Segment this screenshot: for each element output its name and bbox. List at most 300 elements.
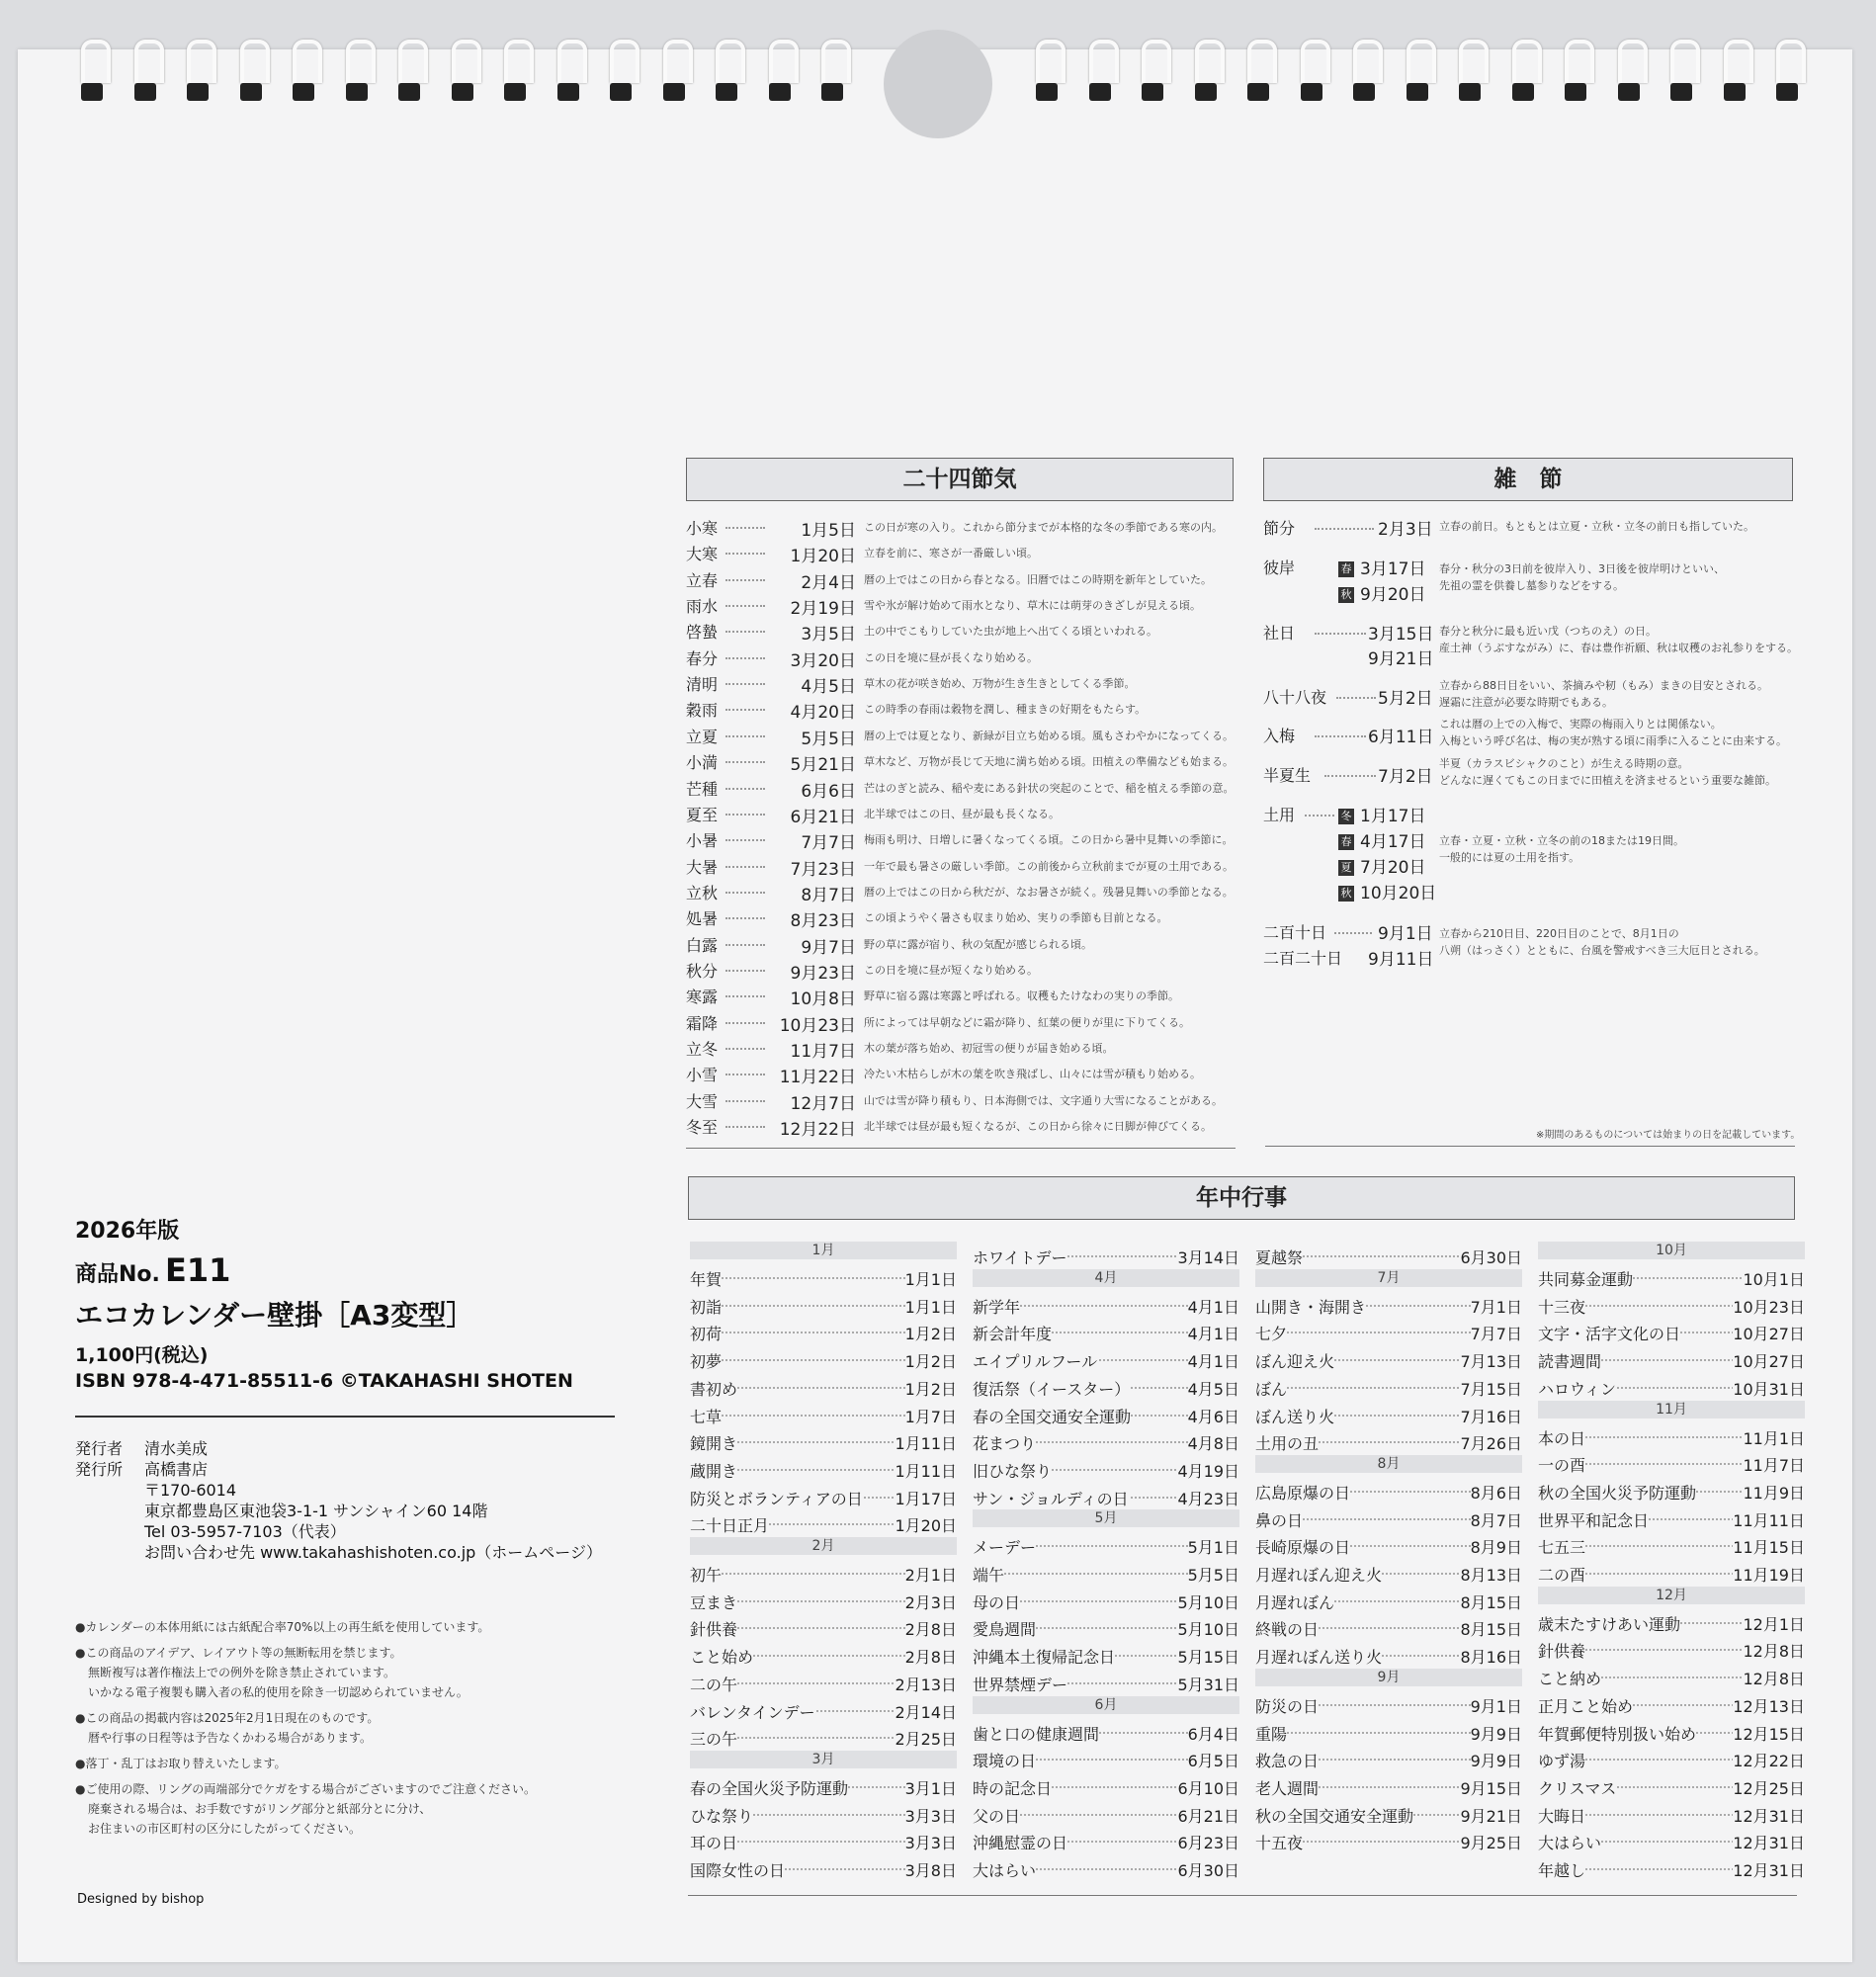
event-row [690,1402,957,1427]
event-row [690,1456,957,1482]
misc-date: 5月2日 [1378,689,1433,709]
event-name: 端午 [973,1566,1005,1585]
sekki-name: 穀雨 [686,701,719,721]
event-name: こと始め [690,1648,754,1668]
event-row [973,1746,1239,1771]
sekki-date: 5月5日 [801,729,856,749]
event-row [1538,1773,1805,1799]
month-header: 2月 [690,1537,957,1555]
note [75,1643,629,1702]
event-row [1538,1423,1805,1449]
sekki-row [686,853,1239,879]
binding-ring [1405,40,1430,105]
month-header: 9月 [1255,1669,1522,1686]
sekki-name: 霜降 [686,1013,719,1033]
month-header: 10月 [1538,1242,1805,1259]
event-date: 6月30日 [1460,1248,1522,1267]
sekki-name: 小雪 [686,1066,719,1085]
event-name: 月遅れぼん [1255,1592,1335,1612]
note [75,1779,629,1839]
sekki-row [686,826,1239,852]
product-number: 商品No. E11 [75,1251,231,1289]
event-date: 8月15日 [1460,1620,1522,1640]
event-name: 終戦の日 [1255,1620,1320,1640]
event-name: 防災とボランティアの日 [690,1489,863,1508]
event-row [690,1292,957,1318]
event-date: 12月25日 [1733,1778,1805,1798]
event-name: 秋の全国交通安全運動 [1255,1806,1414,1826]
season-tag: 春 [1338,561,1354,577]
event-name: ぼん送り火 [1255,1407,1335,1426]
season-tag: 冬 [1338,809,1354,824]
binding-ring [1193,40,1219,105]
event-name: ハロウィン [1538,1379,1617,1399]
event-date: 3月3日 [904,1834,957,1853]
sekki-row [686,514,1239,540]
event-name: 月遅れぼん送り火 [1255,1648,1383,1668]
event-name: 沖縄慰霊の日 [973,1834,1068,1853]
month-header: 8月 [1255,1455,1522,1473]
event-date: 8月9日 [1470,1538,1522,1558]
event-name: クリスマス [1538,1778,1617,1798]
binding-ring [185,40,211,105]
event-name: 十三夜 [1538,1297,1586,1317]
event-name: 復活祭（イースター） [973,1379,1131,1399]
sekki-desc: この頃ようやく暑さも収まり始め、実りの季節も目前となる。 [864,911,1168,925]
event-row [690,1319,957,1344]
event-date: 2月14日 [895,1702,957,1722]
sekki-name: 立冬 [686,1040,719,1059]
sekki-date: 11月7日 [790,1042,856,1062]
note-line: ●この商品の掲載内容は2025年2月1日現在のものです。 [75,1711,380,1725]
misc-name: 社日 [1263,624,1296,643]
event-date: 6月4日 [1187,1724,1239,1744]
binding-ring [1351,40,1377,105]
misc-name: 彼岸 [1263,559,1296,577]
event-date: 10月27日 [1733,1325,1805,1344]
sekki-date: 2月19日 [790,599,856,620]
sekki-row [686,1035,1239,1061]
event-name: 初詣 [690,1297,723,1317]
event-row [973,1428,1239,1454]
event-row [973,1588,1239,1613]
event-row [1538,1719,1805,1745]
event-date: 11月9日 [1743,1483,1805,1503]
edition: 2026年版 [75,1219,180,1244]
event-name: ホワイトデー [973,1248,1067,1267]
misc-desc: 入梅という呼び名は、梅の実が熟する頃に雨季に入ることに由来する。 [1439,734,1787,747]
month-header: 11月 [1538,1401,1805,1418]
event-date: 9月21日 [1460,1806,1522,1826]
event-name: 針供養 [690,1620,738,1640]
month-header: 5月 [973,1509,1239,1527]
sekki-desc: 野の草に露が宿り、秋の気配が感じられる頃。 [864,937,1092,951]
event-date: 9月9日 [1470,1752,1522,1771]
month-header: 4月 [973,1269,1239,1287]
event-name: ひな祭り [690,1806,754,1826]
misc-date: 冬 1月17日 [1338,802,1425,826]
event-name: 鏡開き [690,1434,738,1454]
sekki-row [686,983,1239,1008]
event-row [690,1614,957,1640]
event-name: 広島原爆の日 [1255,1483,1351,1503]
event-row [973,1346,1239,1372]
note-line: ●この商品のアイデア、レイアウト等の無断転用を禁じます。 [75,1646,402,1660]
event-date: 12月8日 [1743,1642,1805,1662]
event-row [690,1697,957,1723]
event-name: 耳の日 [690,1834,738,1853]
event-name: 歳末たすけあい運動 [1538,1614,1681,1634]
sekki-date: 4月5日 [801,677,856,698]
sekki-name: 夏至 [686,805,719,824]
sekki-name: 寒露 [686,988,719,1007]
sekki-row [686,1113,1239,1139]
note-line: ●ご使用の際、リングの両端部分でケガをする場合がございますのでご注意ください。 [75,1782,536,1796]
event-row [690,1724,957,1750]
sekki-date: 7月23日 [790,859,856,880]
binding-ring [450,40,475,105]
event-name: 十五夜 [1255,1834,1304,1853]
event-date: 12月22日 [1733,1752,1805,1771]
event-name: ぼん迎え火 [1255,1352,1335,1372]
sekki-name: 処暑 [686,909,719,929]
note-line: 無断複写は著作権法上での例外を除き禁止されています。 [88,1666,396,1679]
sekki-name: 清明 [686,675,719,695]
event-name: 父の日 [973,1806,1021,1826]
binding-ring [1774,40,1800,105]
event-date: 2月1日 [904,1566,957,1585]
sekki-name: 大寒 [686,545,719,564]
note [75,1708,629,1748]
sekki-row [686,904,1239,930]
event-date: 6月30日 [1177,1861,1239,1880]
event-row [1255,1505,1522,1531]
event-row [1255,1243,1522,1268]
sekki-date: 6月21日 [790,807,856,827]
sekki-date: 4月20日 [790,703,856,724]
event-name: 国際女性の日 [690,1861,786,1880]
event-name: 共同募金運動 [1538,1270,1634,1289]
event-date: 3月1日 [904,1778,957,1798]
event-row [1538,1450,1805,1476]
event-row [690,1855,957,1881]
binding-ring [714,40,739,105]
misc-name: 節分 [1263,519,1296,538]
event-date: 8月6日 [1470,1483,1522,1503]
event-date: 1月2日 [904,1379,957,1399]
note-line: お住まいの市区町村の区分にしたがってください。 [88,1822,362,1836]
note [75,1617,629,1637]
zassetsu-footnote: ※期間のあるものについては始まりの日を記載しています。 [1536,1130,1801,1141]
event-row [690,1642,957,1668]
sekki-date: 9月23日 [790,963,856,984]
binding-ring [291,40,316,105]
sekki-desc: この日が寒の入り。これから節分までが本格的な冬の季節である寒の内。 [864,521,1223,534]
event-date: 12月31日 [1733,1834,1805,1853]
event-row [1255,1402,1522,1427]
event-name: 大はらい [973,1861,1037,1880]
event-date: 9月9日 [1470,1724,1522,1744]
event-date: 12月15日 [1733,1724,1805,1744]
binding-ring [1299,40,1324,105]
sekki-date: 1月20日 [790,547,856,567]
event-name: 春の全国火災予防運動 [690,1778,849,1798]
event-row [690,1484,957,1509]
season-tag: 夏 [1338,860,1354,876]
event-name: 初荷 [690,1325,723,1344]
note-line: 暦や行事の日程等は予告なくかわる場合があります。 [88,1731,373,1745]
sekki-row [686,1009,1239,1035]
event-row [1538,1636,1805,1662]
event-row [973,1614,1239,1640]
binding-ring [238,40,264,105]
event-name: 救急の日 [1255,1752,1320,1771]
sekki-desc: 冷たい木枯らしが木の葉を吹き飛ばし、山々には雪が積もり始める。 [864,1068,1201,1081]
event-row [690,1773,957,1799]
binding-ring [1563,40,1588,105]
misc-desc: 春分と秋分に最も近い戊（つちのえ）の日。 [1439,625,1657,638]
event-date: 4月6日 [1187,1407,1239,1426]
event-date: 2月8日 [904,1620,957,1640]
sekki-desc: 土の中でこもりしていた虫が地上へ出てくる頃といわれる。 [864,625,1157,639]
binding-ring [819,40,845,105]
event-row [690,1670,957,1695]
dotted-leader [1315,735,1366,737]
binding-ring [1087,40,1113,105]
event-date: 5月1日 [1187,1538,1239,1558]
sekki-row [686,957,1239,983]
sekki-name: 立夏 [686,727,719,746]
binding-ring [502,40,528,105]
misc-name: 二百二十日 [1263,949,1343,968]
dotted-leader [1336,697,1376,699]
event-date: 8月16日 [1460,1648,1522,1668]
event-row [973,1292,1239,1318]
sekki-date: 3月20日 [790,650,856,671]
event-name: ぼん [1255,1379,1288,1399]
event-date: 4月19日 [1177,1461,1239,1481]
sekki-row [686,670,1239,696]
event-name: 環境の日 [973,1752,1037,1771]
event-date: 11月7日 [1743,1456,1805,1476]
month-header: 3月 [690,1751,957,1768]
event-date: 4月1日 [1187,1325,1239,1344]
sekki-desc: 芒はのぎと読み、稲や麦にある針状の突起のことで、稲を植える季節の意。 [864,781,1235,795]
sekki-name: 立秋 [686,883,719,903]
event-date: 11月1日 [1743,1428,1805,1448]
binding-ring [79,40,105,105]
misc-date: 2月3日 [1378,520,1433,540]
event-row [1538,1478,1805,1504]
event-row [690,1510,957,1536]
event-name: エイプリルフール [973,1352,1098,1372]
sekki-row [686,696,1239,722]
event-date: 1月1日 [904,1297,957,1317]
misc-desc: 半夏（カラスビシャクのこと）が生える時期の意。 [1439,757,1689,770]
sekki-desc: 暦の上では夏となり、新緑が目立ち始める頃。風もさわやかになってくる。 [864,729,1234,742]
event-row [690,1374,957,1400]
event-name: 読書週間 [1538,1352,1602,1372]
event-date: 12月1日 [1743,1614,1805,1634]
event-row [1538,1532,1805,1558]
sekki-row [686,748,1239,774]
price: 1,100円(税込) [75,1344,209,1366]
event-date: 11月19日 [1733,1566,1805,1585]
sekki-desc: 所によっては早朝などに霜が降り、紅葉の便りが里に下りてくる。 [864,1015,1190,1029]
event-row [1255,1642,1522,1668]
event-name: 一の酉 [1538,1456,1586,1476]
sekki-row [686,879,1239,904]
misc-desc: 立春・立夏・立秋・立冬の前の18または19日間。 [1439,834,1684,847]
binding-ring [1140,40,1165,105]
event-date: 12月13日 [1733,1696,1805,1716]
event-name: 七草 [690,1407,723,1426]
event-date: 7月15日 [1460,1379,1522,1399]
binding-ring [132,40,158,105]
event-date: 4月5日 [1187,1379,1239,1399]
event-name: 春の全国交通安全運動 [973,1407,1132,1426]
event-row [1255,1828,1522,1853]
event-row [1538,1828,1805,1853]
event-row [690,1346,957,1372]
sekki-row [686,723,1239,748]
event-row [1255,1773,1522,1799]
binding-ring [1668,40,1694,105]
event-date: 1月7日 [904,1407,957,1426]
sekki-name: 立春 [686,570,719,590]
isbn: ISBN 978-4-471-85511-6 ©TAKAHASHI SHOTEN [75,1370,573,1392]
misc-desc: 一般的には夏の土用を指す。 [1439,851,1580,864]
event-name: 鼻の日 [1255,1510,1304,1530]
binding-ring [396,40,422,105]
binding-ring [344,40,370,105]
event-name: 土用の丑 [1255,1434,1320,1454]
misc-date: 7月2日 [1378,767,1433,787]
event-date: 7月13日 [1460,1352,1522,1372]
sekki-date: 11月22日 [779,1068,856,1088]
binding-ring [661,40,687,105]
sekki-date: 5月21日 [790,755,856,776]
event-row [973,1855,1239,1881]
event-row [690,1428,957,1454]
event-date: 10月27日 [1733,1352,1805,1372]
sekki-desc: 草木など、万物が長じて天地に満ち始める頃。田植えの準備なども始まる。 [864,755,1234,769]
event-row [1255,1691,1522,1717]
event-date: 7月7日 [1470,1325,1522,1344]
event-date: 4月23日 [1177,1489,1239,1508]
event-name: ゆず湯 [1538,1752,1586,1771]
sekki-date: 8月23日 [790,911,856,932]
event-row [973,1374,1239,1400]
event-row [1255,1428,1522,1454]
binding-ring [1457,40,1483,105]
event-row [973,1670,1239,1695]
event-name: 正月こと始め [1538,1696,1634,1716]
sekki-name: 小寒 [686,519,719,538]
sekki-desc: 北半球では昼が最も短くなるが、この日から徐々に日脚が伸びてくる。 [864,1120,1212,1134]
event-row [973,1642,1239,1668]
event-row [1538,1292,1805,1318]
event-row [973,1828,1239,1853]
binding-ring [1616,40,1642,105]
sekki-desc: 野草に宿る露は寒露と呼ばれる。収穫もたけなわの実りの季節。 [864,989,1179,1003]
event-row [1255,1346,1522,1372]
sekki-name: 芒種 [686,779,719,799]
event-name: 年賀郵便特別扱い始め [1538,1724,1697,1744]
sekki-name: 啓蟄 [686,623,719,643]
event-date: 6月21日 [1177,1806,1239,1826]
event-date: 9月15日 [1460,1778,1522,1798]
sekki-date: 2月4日 [801,572,856,593]
sekki-desc: この日を境に昼が短くなり始める。 [864,963,1038,977]
dotted-leader [1334,932,1372,934]
sekki-desc: 暦の上ではこの日から秋だが、なお暑さが続く。残暑見舞いの季節となる。 [864,885,1234,899]
event-row [690,1264,957,1290]
sekki-row [686,592,1239,618]
misc-desc: 八朔（はっさく）とともに、台風を警戒すべき三大厄日とされる。 [1439,944,1765,957]
sekki-row [686,931,1239,957]
event-name: 針供養 [1538,1642,1586,1662]
misc-desc: 立春の前日。もともとは立夏・立秋・立冬の前日も指していた。 [1439,520,1754,533]
event-row [973,1319,1239,1344]
event-row [1538,1855,1805,1881]
event-date: 10月23日 [1733,1297,1805,1317]
event-name: 新学年 [973,1297,1021,1317]
event-row [1255,1292,1522,1318]
misc-date: 夏 7月20日 [1338,853,1425,878]
binding-ring [767,40,793,105]
sekki-desc: 梅雨も明け、日増しに暑くなってくる頃。この日から暑中見舞いの季節に。 [864,833,1234,847]
misc-desc: 立春から210日目、220日目のことで、8月1日の [1439,927,1679,940]
event-date: 11月15日 [1733,1538,1805,1558]
event-name: 愛鳥週間 [973,1620,1037,1640]
sekki-name: 秋分 [686,961,719,981]
info-rule [75,1416,615,1418]
misc-name: 土用 [1263,806,1296,824]
event-name: 世界平和記念日 [1538,1510,1650,1530]
event-row [1255,1560,1522,1586]
sekki-date: 7月7日 [801,833,856,854]
sekki-date: 12月7日 [790,1093,856,1114]
misc-name: 八十八夜 [1263,688,1327,707]
binding-ring [1245,40,1271,105]
event-row [690,1588,957,1613]
sekki-desc: この時季の春雨は穀物を潤し、種まきの好期をもたらす。 [864,703,1147,717]
event-name: 大晦日 [1538,1806,1586,1826]
sekki-row [686,566,1239,592]
event-row [1255,1614,1522,1640]
designer-credit: Designed by bishop [77,1892,205,1907]
sekki-date: 6月6日 [801,781,856,802]
sekki-row [686,645,1239,670]
event-row [1538,1346,1805,1372]
sekki-name: 大暑 [686,857,719,877]
event-row [1255,1532,1522,1558]
event-name: 秋の全国火災予防運動 [1538,1483,1697,1503]
sekki-desc: 暦の上ではこの日から春となる。旧暦ではこの時期を新年としていた。 [864,572,1212,586]
misc-date: 3月15日 [1368,625,1434,645]
misc-name: 半夏生 [1263,766,1312,785]
month-header: 6月 [973,1696,1239,1714]
event-name: 蔵開き [690,1461,738,1481]
sekki-desc: 木の葉が落ち始め、初冠雪の便りが届き始める頃。 [864,1042,1114,1055]
sekki-bottom-rule [686,1148,1236,1149]
event-name: 豆まき [690,1592,738,1612]
notes [75,1617,629,1845]
event-date: 10月1日 [1743,1270,1805,1289]
event-name: 花まつり [973,1434,1037,1454]
event-date: 2月25日 [895,1730,957,1750]
